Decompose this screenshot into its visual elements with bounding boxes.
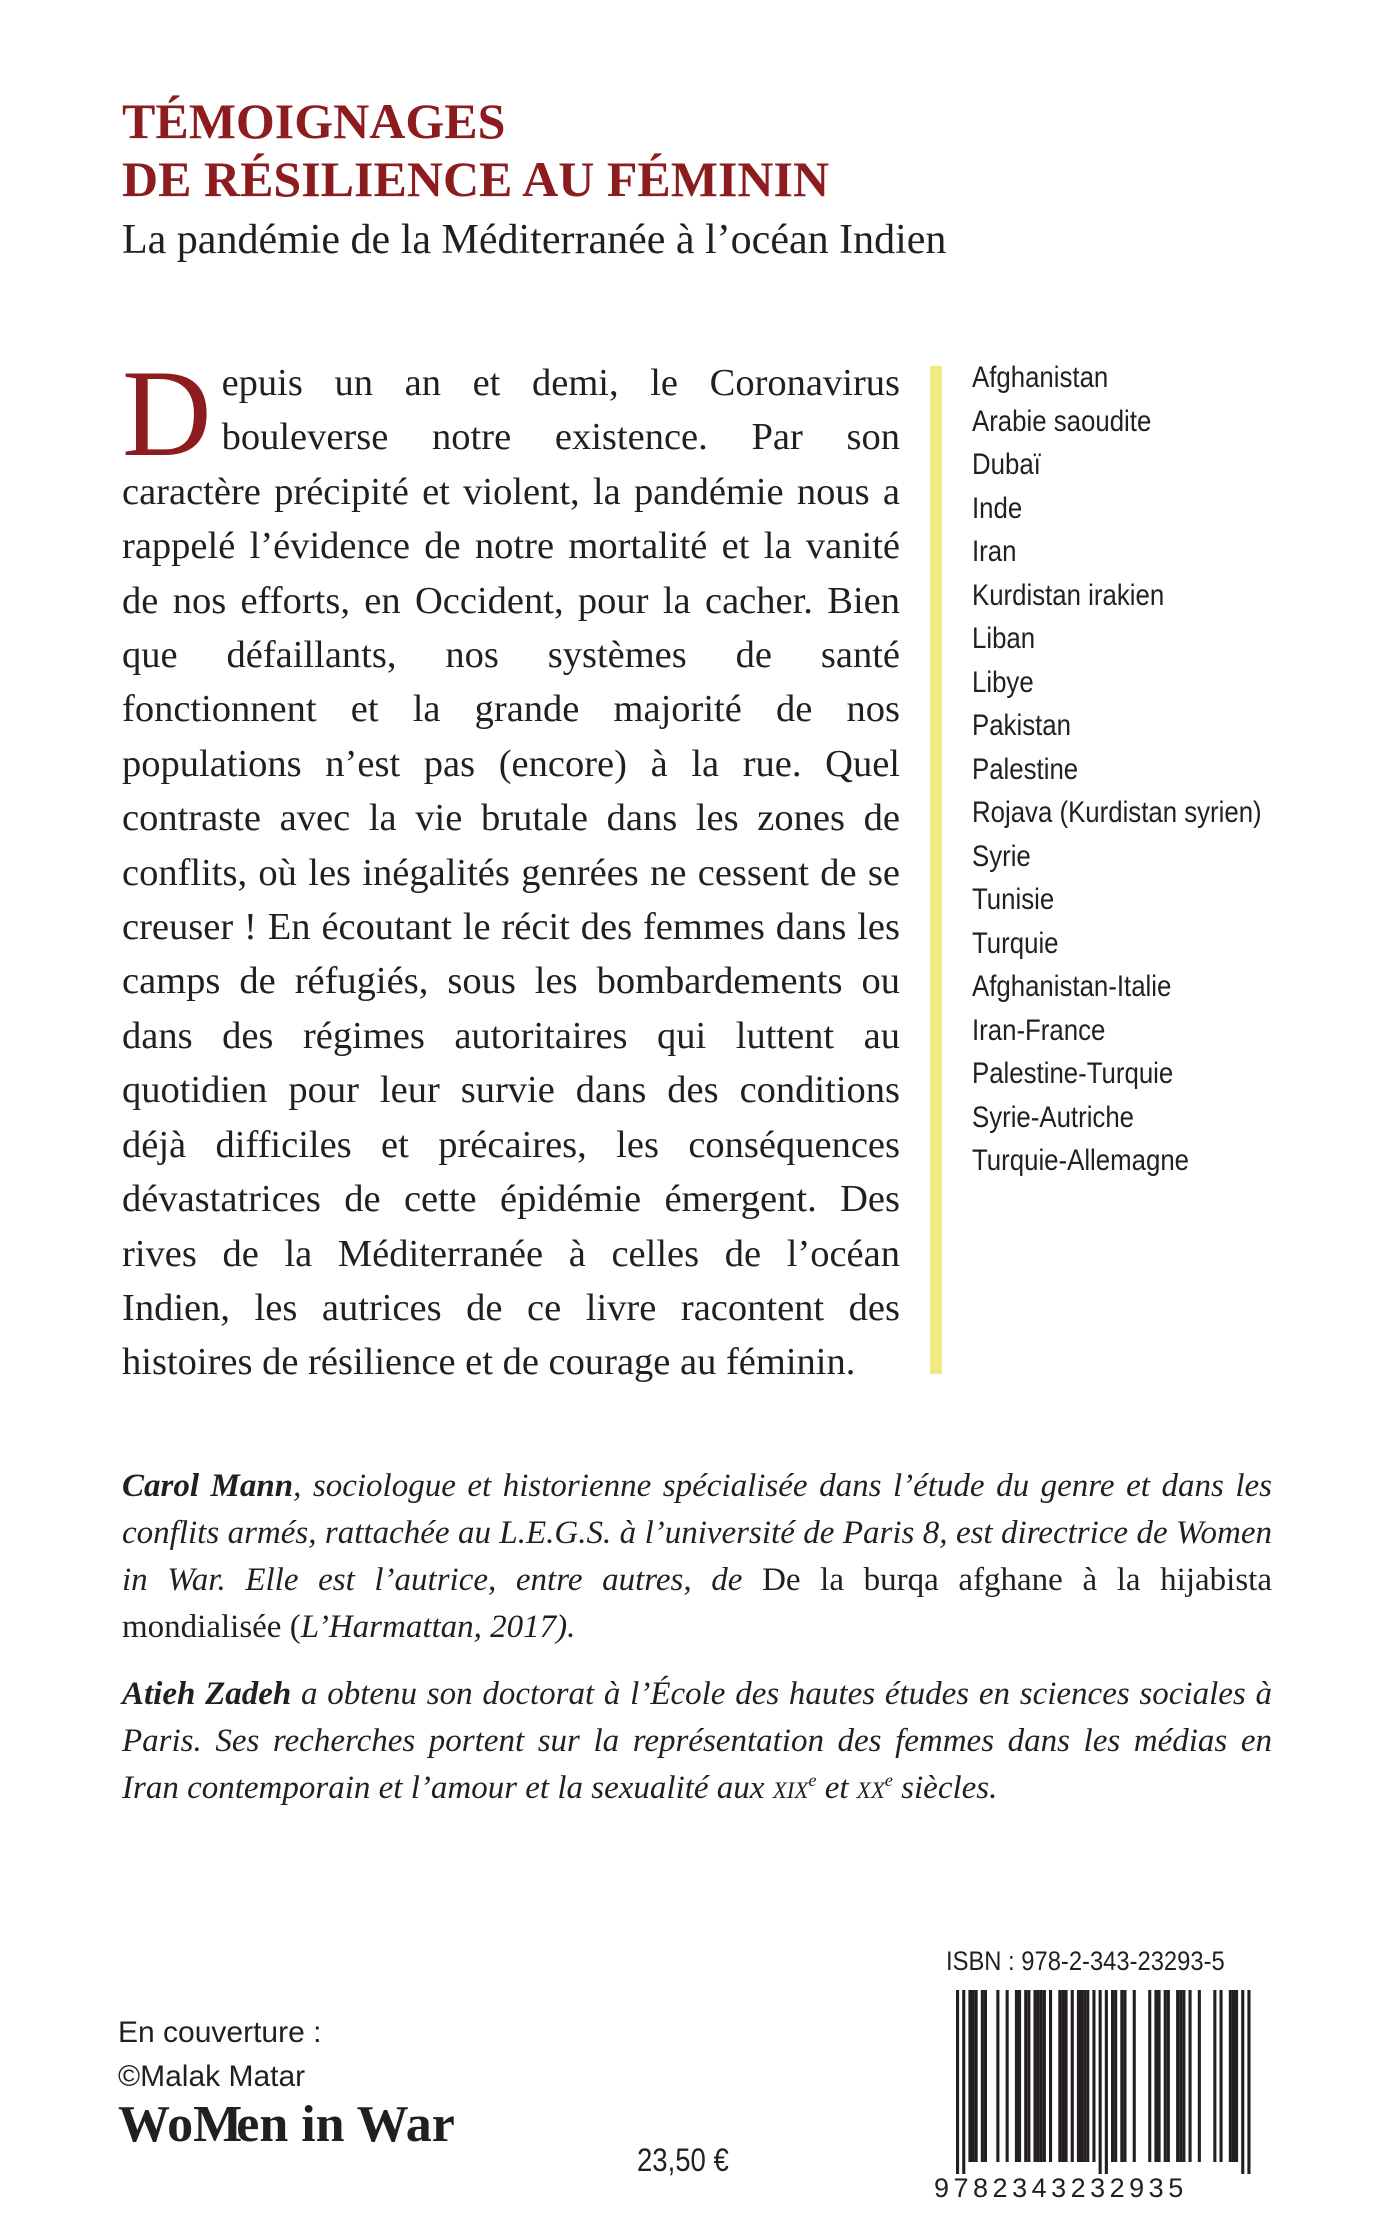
barcode-digits: 9782343232935 xyxy=(934,2173,1188,2203)
century-superscript: e xyxy=(808,1770,817,1790)
barcode-bar xyxy=(962,1990,965,2174)
blurb-text: epuis un an et demi, le Coronavirus bouleverse notre existence. Par son caractère précipité et violent, la pandémie nous a rappelé l’évidence de notre mortalité et la vanité de nos efforts, en Occident, pour la cacher. Bien que défaillants, nos systèmes de santé fonctionnent et la grande majorité de nos populations n’est pas (encore) à la rue. Quel contraste avec la vie brutale dans les zones de conflits, où les inégalités genrées ne cessent de se creuser ! En écoutant le récit des femmes dans les camps de réfugiés, sous les bombardements ou dans des régimes autoritaires qui luttent au quotidien pour leur survie dans des conditions déjà difficiles et précaires, les conséquences dévastatrices de cette épidémie émergent. Des rives de la Méditerranée à celles de l’océan Indien, les autrices de ce livre racontent des histoires de résilience et de courage au féminin. xyxy=(122,362,900,1384)
bio-text: , sociologue et historienne spécialisée dans l’étude du genre et dans les conflits armés, rattachée au L.E.G.S. à l’université de Paris 8, est directrice de Women in War. Elle est l’autrice, entre autres, de xyxy=(122,1468,1272,1598)
country-item: Palestine xyxy=(972,752,1079,786)
barcode-bar xyxy=(1040,1990,1043,2162)
bio-text: a obtenu son doctorat à l’École des hautes études en sciences sociales à Paris. Ses recherches portent sur la représentation des femmes dans les médias en Iran contemporain et l’amour et la sexualité aux xyxy=(122,1676,1272,1806)
isbn-label: ISBN : 978-2-343-23293-5 xyxy=(946,1946,1225,1976)
country-item: Turquie xyxy=(972,926,1059,960)
barcode-bar xyxy=(1164,1990,1167,2162)
barcode-bar xyxy=(1114,1990,1117,2162)
barcode-bar xyxy=(956,1990,959,2174)
barcode-bar xyxy=(1198,1990,1201,2162)
country-item: Iran-France xyxy=(972,1013,1106,1047)
cover-credit-label: En couverture : xyxy=(118,2016,322,2049)
book-title-line-1: TÉMOIGNAGES xyxy=(122,93,506,149)
book-title-line-2: DE RÉSILIENCE AU FÉMININ xyxy=(122,151,830,207)
barcode-bar xyxy=(968,1990,971,2162)
barcode-bar xyxy=(1077,1990,1080,2162)
barcode-bar xyxy=(1229,1990,1232,2162)
barcode-bar xyxy=(1037,1990,1040,2162)
century-superscript: e xyxy=(884,1770,893,1790)
barcode-bar xyxy=(1179,1990,1182,2162)
barcode-bar xyxy=(1111,1990,1114,2162)
book-subtitle: La pandémie de la Méditerranée à l’océan Indien xyxy=(122,217,947,263)
barcode-bar xyxy=(1034,1990,1037,2162)
bio-text: ( xyxy=(281,1609,301,1645)
barcode-bar xyxy=(1167,1990,1170,2162)
country-item: Afghanistan-Italie xyxy=(972,970,1172,1003)
logo-text-end: en in War xyxy=(236,2096,455,2153)
barcode-bar xyxy=(1099,1990,1102,2174)
barcode-bar xyxy=(1061,1990,1064,2162)
author-name: Carol Mann xyxy=(122,1468,294,1504)
blurb-paragraph xyxy=(122,345,900,1390)
country-item: Iran xyxy=(972,535,1017,568)
barcode-bar xyxy=(1213,1990,1216,2162)
publisher-reference: L’Harmattan, 2017). xyxy=(300,1609,576,1645)
barcode-bar xyxy=(975,1990,978,2162)
barcode-bar xyxy=(1006,1990,1009,2162)
country-item: Pakistan xyxy=(972,709,1071,742)
book-title xyxy=(122,92,829,208)
logo-text-m: M xyxy=(193,2096,237,2153)
women-in-war-logo xyxy=(118,2095,455,2155)
barcode-bar xyxy=(1133,1990,1136,2162)
book-reference: De la burqa afghane à la hijabista mondialisée xyxy=(122,1562,1272,1645)
barcode-bar xyxy=(1235,1990,1238,2162)
barcode-bar xyxy=(1182,1990,1185,2162)
cover-credit-artist: ©Malak Matar xyxy=(118,2060,306,2093)
barcode-bar xyxy=(1015,1990,1018,2162)
country-item: Liban xyxy=(972,622,1036,655)
author-bio-carol-mann xyxy=(122,1463,1272,1651)
country-item: Afghanistan xyxy=(972,361,1109,394)
country-item: Arabie saoudite xyxy=(972,404,1152,438)
country-item: Rojava (Kurdistan syrien) xyxy=(972,796,1262,829)
barcode-bar xyxy=(1086,1990,1089,2162)
country-item: Dubaï xyxy=(972,448,1041,481)
country-list xyxy=(972,356,1309,1183)
barcode-bar xyxy=(1158,1990,1161,2162)
barcode-bar xyxy=(1189,1990,1192,2162)
century-numeral: xix xyxy=(772,1770,809,1806)
country-item: Kurdistan irakien xyxy=(972,578,1165,612)
barcode-bar xyxy=(1027,1990,1030,2162)
country-item: Tunisie xyxy=(972,883,1055,916)
country-item: Inde xyxy=(972,491,1023,525)
barcode-bar xyxy=(1154,1990,1157,2162)
barcode-bar xyxy=(1241,1990,1244,2174)
barcode-bar xyxy=(1043,1990,1046,2162)
barcode-bar xyxy=(1080,1990,1083,2162)
bio-text: et xyxy=(816,1770,857,1806)
barcode-bar xyxy=(1220,1990,1223,2162)
barcode-bar xyxy=(1247,1990,1250,2174)
barcode-bar xyxy=(1058,1990,1061,2162)
barcode xyxy=(948,1990,1258,2174)
barcode-graphic xyxy=(948,1990,1258,2174)
price-label: 23,50 € xyxy=(637,2142,729,2178)
century-numeral: xx xyxy=(856,1770,885,1806)
barcode-bar xyxy=(1083,1990,1086,2162)
barcode-bar xyxy=(1024,1990,1027,2162)
barcode-bar xyxy=(996,1990,999,2162)
barcode-bar xyxy=(1120,1990,1123,2162)
barcode-bar xyxy=(1049,1990,1052,2162)
cover-credit xyxy=(118,2011,321,2099)
barcode-bar xyxy=(1232,1990,1235,2162)
author-bio-atieh-zadeh xyxy=(122,1671,1272,1812)
barcode-bar xyxy=(1105,1990,1108,2174)
barcode-bar xyxy=(984,1990,987,2162)
country-item: Palestine-Turquie xyxy=(972,1057,1174,1090)
barcode-bar xyxy=(1123,1990,1126,2162)
bio-text: siècles. xyxy=(892,1770,998,1806)
barcode-bar xyxy=(972,1990,975,2162)
barcode-bar xyxy=(1176,1990,1179,2162)
yellow-divider-bar xyxy=(930,366,942,1374)
barcode-bar xyxy=(1071,1990,1074,2162)
barcode-bar xyxy=(1065,1990,1068,2162)
country-item: Syrie-Autriche xyxy=(972,1100,1135,1134)
barcode-bar xyxy=(1092,1990,1095,2162)
logo-text-start: Wo xyxy=(118,2096,194,2153)
country-item: Turquie-Allemagne xyxy=(972,1144,1190,1177)
barcode-bar xyxy=(1018,1990,1021,2162)
barcode-bar xyxy=(1148,1990,1151,2162)
country-item: Libye xyxy=(972,665,1034,699)
country-item: Syrie xyxy=(972,839,1031,873)
barcode-bar xyxy=(981,1990,984,2162)
drop-cap-letter: D xyxy=(122,345,212,482)
author-name: Atieh Zadeh xyxy=(122,1676,292,1712)
